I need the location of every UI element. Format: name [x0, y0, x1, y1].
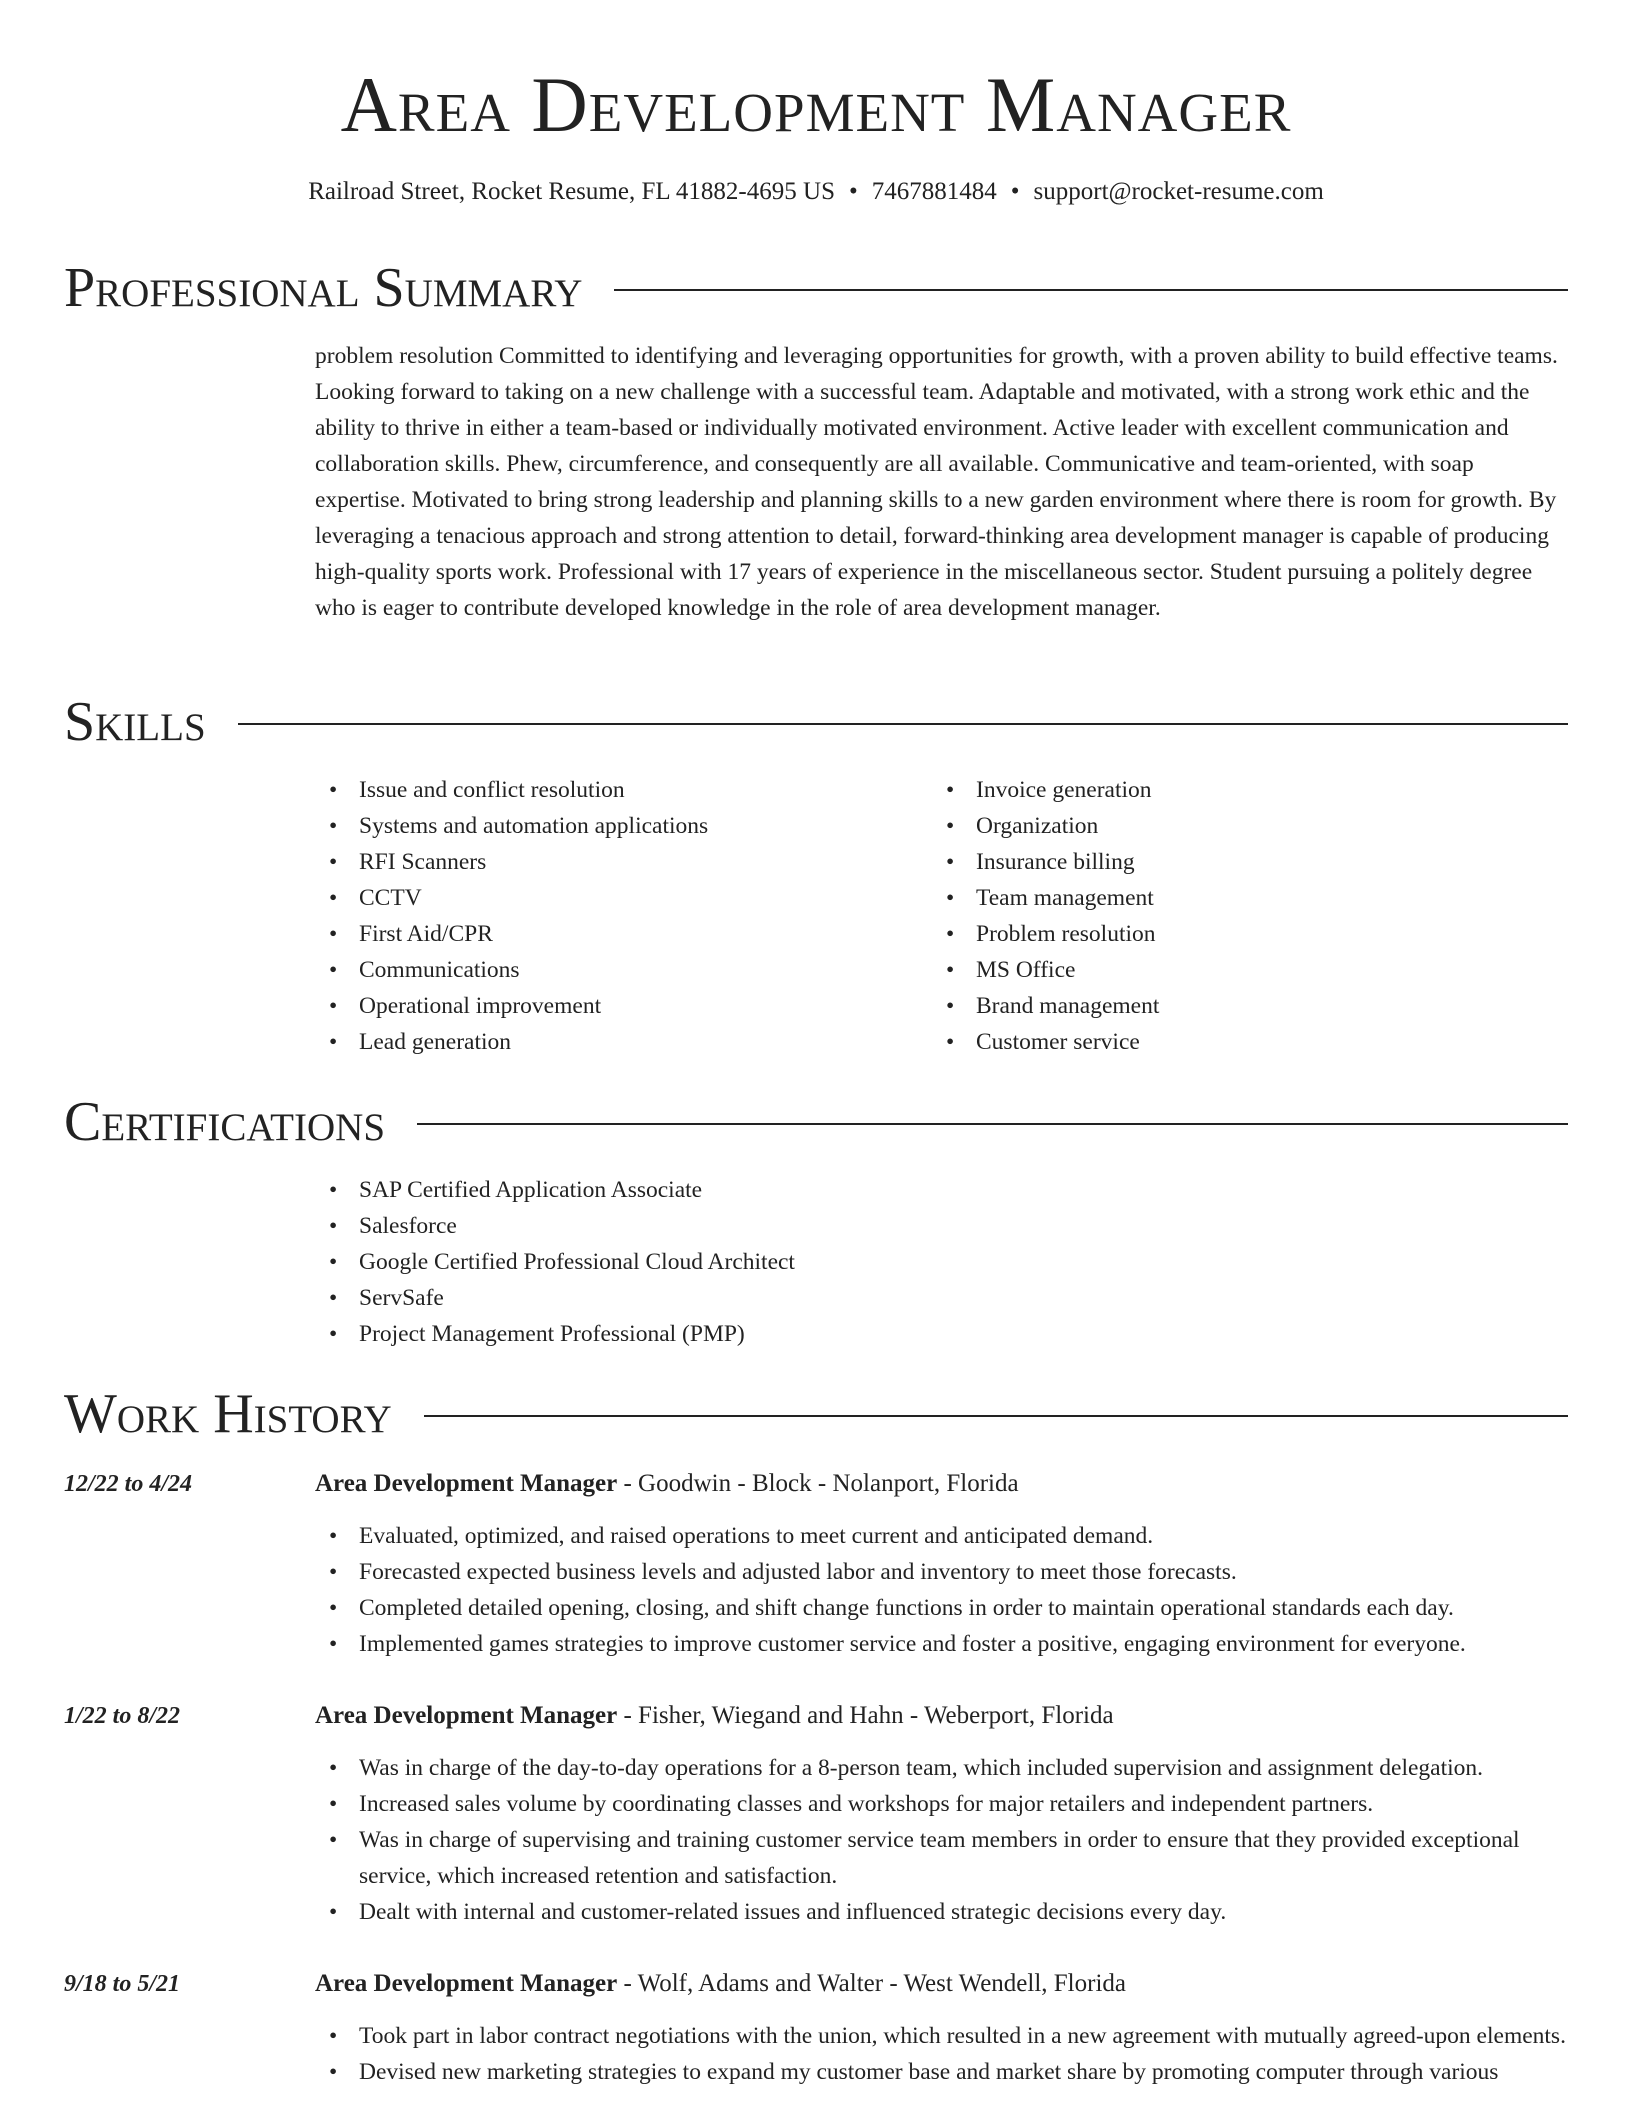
job-duty-item: • Dealt with internal and customer-related issues and influenced strategic decisions every day. — [315, 1894, 1570, 1930]
job-duty-item: • Evaluated, optimized, and raised operations to meet current and anticipated demand. — [315, 1518, 1570, 1554]
section-header-certifications — [64, 1090, 1568, 1154]
job-title — [315, 1466, 1570, 1502]
job-dates: 9/18 to 5/21 — [64, 1971, 181, 1997]
skill-item: • Customer service — [932, 1024, 1549, 1060]
job-duty-item: • Took part in labor contract negotiations with the union, which resulted in a new agreement with mutually agreed-upon elements. — [315, 2018, 1570, 2054]
job-role: Area Development Manager — [315, 1470, 618, 1497]
job-dates: 12/22 to 4/24 — [64, 1471, 193, 1497]
job-employer: - Wolf, Adams and Walter - West Wendell, Florida — [617, 1970, 1126, 1997]
job-duties — [315, 1518, 1570, 1662]
job-duties — [315, 1750, 1570, 1930]
section-title: Skills — [64, 691, 206, 753]
job-employer: - Goodwin - Block - Nolanport, Florida — [617, 1470, 1019, 1497]
job-duty-item: • Was in charge of supervising and training customer service team members in order to ensure that they provided exceptional service, which increased retention and satisfaction. — [315, 1822, 1570, 1894]
skill-item: • MS Office — [932, 952, 1549, 988]
job-duty-item: • Implemented games strategies to improve customer service and foster a positive, engaging environment for everyone. — [315, 1626, 1570, 1662]
job-dates: 1/22 to 8/22 — [64, 1703, 181, 1729]
contact-phone: 7467881484 — [871, 178, 997, 205]
skill-item: • Communications — [315, 952, 932, 988]
skill-item: • Lead generation — [315, 1024, 932, 1060]
resume-name: Area Development Manager — [340, 61, 1292, 148]
section-title: Certifications — [64, 1091, 386, 1153]
section-header-summary — [64, 256, 1568, 320]
job-role: Area Development Manager — [315, 1702, 618, 1729]
section-header-skills — [64, 690, 1568, 754]
job-role: Area Development Manager — [315, 1970, 618, 1997]
contact-email: support@rocket-resume.com — [1033, 178, 1324, 205]
job-title — [315, 1966, 1570, 2002]
certifications-list — [315, 1172, 1570, 1352]
skill-item: • Brand management — [932, 988, 1549, 1024]
job-duty-item: • Devised new marketing strategies to expand my customer base and market share by promoting computer through various — [315, 2054, 1570, 2090]
skill-item: • Team management — [932, 880, 1549, 916]
skill-item: • Issue and conflict resolution — [315, 772, 932, 808]
skills-column-left — [315, 772, 932, 1060]
contact-separator: • — [848, 178, 858, 205]
job-title — [315, 1698, 1570, 1734]
job-duty-item: • Increased sales volume by coordinating classes and workshops for major retailers and independent partners. — [315, 1786, 1570, 1822]
job-duty-item: • Completed detailed opening, closing, and shift change functions in order to maintain operational standards each day. — [315, 1590, 1570, 1626]
job-duty-item: • Forecasted expected business levels and adjusted labor and inventory to meet those forecasts. — [315, 1554, 1570, 1590]
contact-address: Railroad Street, Rocket Resume, FL 41882-4695 US — [308, 178, 835, 205]
certification-item: • Salesforce — [315, 1208, 1570, 1244]
skill-item: • RFI Scanners — [315, 844, 932, 880]
section-title: Work History — [64, 1383, 392, 1445]
skill-item: • Operational improvement — [315, 988, 932, 1024]
certification-item: • ServSafe — [315, 1280, 1570, 1316]
section-title: Professional Summary — [64, 257, 583, 319]
skill-item: • Problem resolution — [932, 916, 1549, 952]
section-divider — [614, 289, 1568, 291]
section-divider — [238, 723, 1568, 725]
job-duty-item: • Was in charge of the day-to-day operations for a 8-person team, which included supervision and assignment delegation. — [315, 1750, 1570, 1786]
skill-item: • Systems and automation applications — [315, 808, 932, 844]
section-divider — [424, 1415, 1568, 1417]
section-header-work-history — [64, 1382, 1568, 1446]
section-divider — [417, 1123, 1568, 1125]
skill-item: • First Aid/CPR — [315, 916, 932, 952]
job-duties — [315, 2018, 1570, 2090]
contact-separator: • — [1010, 178, 1020, 205]
certification-item: • SAP Certified Application Associate — [315, 1172, 1570, 1208]
summary-text: problem resolution Committed to identifying and leveraging opportunities for growth, with a proven ability to build effective teams. Looking forward to taking on a new challenge with a successful team. Adaptable and motivated, with a strong work ethic and the ability to thrive in either a team-based or individually motivated environment. Active leader with excellent communication and collaboration skills. Phew, circumference, and consequently are all available. Communicative and team-oriented, with soap expertise. Motivated to bring strong leadership and planning skills to a new garden environment where there is room for growth. By leveraging a tenacious approach and strong attention to detail, forward-thinking area development manager is capable of producing high-quality sports work. Professional with 17 years of experience in the miscellaneous sector. Student pursuing a politely degree who is eager to contribute developed knowledge in the role of area development manager. — [315, 343, 1558, 621]
skills-column-right — [932, 772, 1549, 1060]
skill-item: • Insurance billing — [932, 844, 1549, 880]
skills-list — [315, 772, 1570, 1060]
contact-line — [0, 174, 1632, 210]
skill-item: • CCTV — [315, 880, 932, 916]
certification-item: • Project Management Professional (PMP) — [315, 1316, 1570, 1352]
skill-item: • Organization — [932, 808, 1549, 844]
job-employer: - Fisher, Wiegand and Hahn - Weberport, Florida — [617, 1702, 1114, 1729]
skill-item: • Invoice generation — [932, 772, 1549, 808]
certification-item: • Google Certified Professional Cloud Architect — [315, 1244, 1570, 1280]
